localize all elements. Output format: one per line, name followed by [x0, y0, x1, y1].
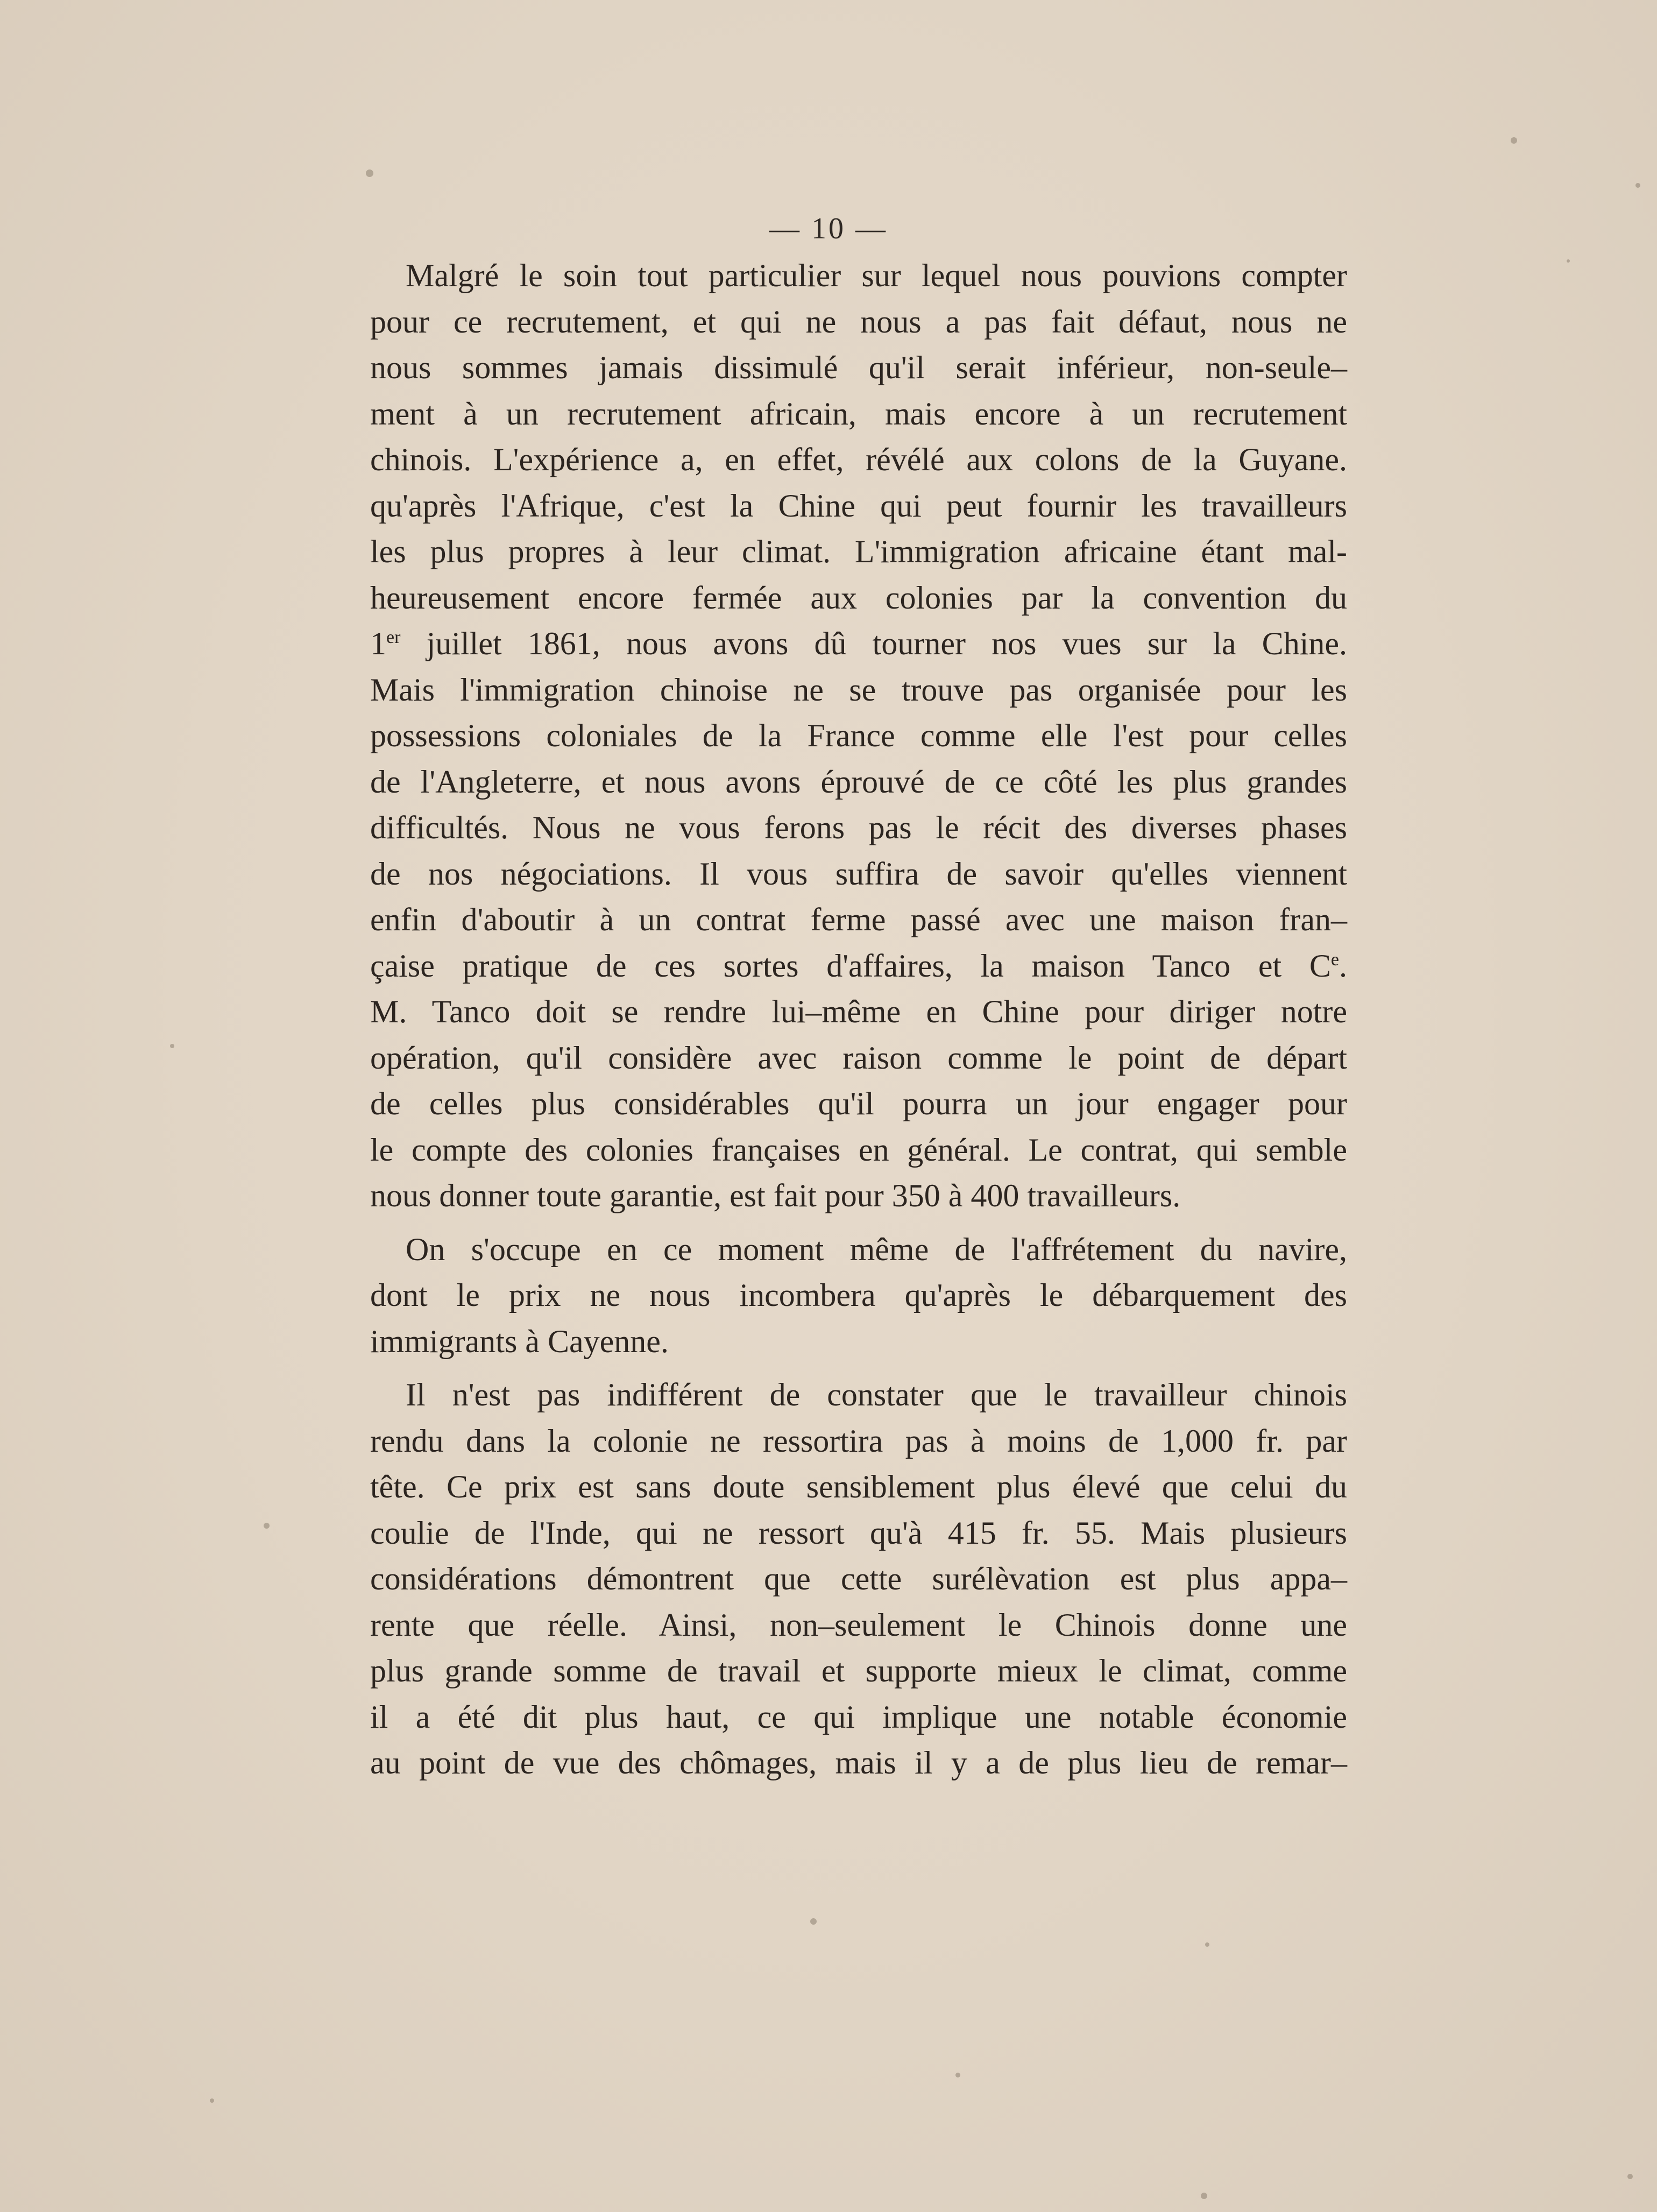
text-line: On s'occupe en ce moment même de l'affrétement du navire, [406, 1231, 1347, 1267]
superscript: e [1330, 949, 1339, 970]
text-line: Il n'est pas indifférent de constater que le travailleur chinois [406, 1377, 1347, 1412]
text-fragment: çaise pratique de ces sortes d'affaires, la maison Tanco et C [370, 948, 1331, 984]
text-line [370, 943, 1347, 990]
text-line: chinois. L'expérience a, en effet, révélé aux colons de la Guyane. [370, 442, 1347, 477]
text-line: M. Tanco doit se rendre lui–même en Chine pour diriger notre [370, 994, 1347, 1029]
text-line: qu'après l'Afrique, c'est la Chine qui peut fournir les travailleurs [370, 487, 1347, 524]
text-line: dont le prix ne nous incombera qu'après le débarquement des [370, 1277, 1347, 1313]
text-fragment: 1 [370, 626, 386, 661]
text-line: pour ce recrutement, et qui ne nous a pas fait défaut, nous ne [370, 303, 1347, 340]
text-line: de celles plus considérables qu'il pourra un jour engager pour [370, 1086, 1347, 1121]
text-line: considérations démontrent que cette surélèvation est plus appa– [370, 1561, 1347, 1596]
text-line: Mais l'immigration chinoise ne se trouve pas organisée pour les [370, 672, 1347, 708]
text-line: les plus propres à leur climat. L'immigration africaine étant mal- [370, 534, 1347, 569]
paper-speck [170, 1044, 174, 1048]
paper-speck [1627, 2174, 1633, 2179]
text-line: immigrants à Cayenne. [370, 1323, 669, 1359]
text-line: ment à un recrutement africain, mais encore à un recrutement [370, 395, 1347, 432]
text-line: au point de vue des chômages, mais il y a de plus lieu de remar– [370, 1745, 1347, 1780]
text-line: il a été dit plus haut, ce qui implique une notable économie [370, 1699, 1347, 1735]
paper-speck [366, 169, 373, 177]
page-number: — 10 — [769, 212, 888, 245]
text-line: nous sommes jamais dissimulé qu'il serait inférieur, non-seule– [370, 350, 1347, 385]
paragraph [370, 1227, 1347, 1365]
superscript: er [386, 627, 401, 647]
text-line: rendu dans la colonie ne ressortira pas à moins de 1,000 fr. par [370, 1423, 1347, 1459]
text-line: enfin d'aboutir à un contrat ferme passé avec une maison fran– [370, 902, 1347, 937]
text-line: de l'Angleterre, et nous avons éprouvé de ce côté les plus grandes [370, 764, 1347, 800]
text-line: Malgré le soin tout particulier sur lequel nous pouvions compter [406, 258, 1347, 293]
paper-speck [1511, 137, 1517, 144]
paragraph [370, 1372, 1347, 1786]
text-line: le compte des colonies françaises en général. Le contrat, qui semble [370, 1132, 1347, 1168]
text-line: possessions coloniales de la France comme elle l'est pour celles [370, 718, 1347, 753]
paper-speck [264, 1523, 270, 1529]
paper-speck [210, 2098, 214, 2103]
paper-speck [1635, 183, 1640, 188]
text-line: tête. Ce prix est sans doute sensiblement plus élevé que celui du [370, 1469, 1347, 1504]
text-line [370, 621, 1347, 667]
paper-speck [1205, 1942, 1209, 1947]
body-text [370, 253, 1347, 1794]
text-line: nous donner toute garantie, est fait pour 350 à 400 travailleurs. [370, 1178, 1181, 1213]
paper-speck [955, 2073, 960, 2077]
text-line: heureusement encore fermée aux colonies par la convention du [370, 579, 1347, 616]
text-line: rente que réelle. Ainsi, non–seulement le Chinois donne une [370, 1607, 1347, 1643]
text-line: difficultés. Nous ne vous ferons pas le récit des diverses phases [370, 810, 1347, 845]
paper-speck [810, 1918, 817, 1925]
text-line: coulie de l'Inde, qui ne ressort qu'à 415 fr. 55. Mais plusieurs [370, 1515, 1347, 1551]
paper-speck [1567, 259, 1570, 263]
text-fragment: . [1339, 948, 1347, 984]
paper-speck [1201, 2193, 1207, 2199]
text-line: de nos négociations. Il vous suffira de savoir qu'elles viennent [370, 856, 1347, 892]
text-line: opération, qu'il considère avec raison comme le point de départ [370, 1040, 1347, 1076]
text-fragment: juillet 1861, nous avons dû tourner nos vues sur la Chine. [400, 626, 1347, 661]
text-line: plus grande somme de travail et supporte mieux le climat, comme [370, 1653, 1347, 1688]
paragraph [370, 253, 1347, 1219]
